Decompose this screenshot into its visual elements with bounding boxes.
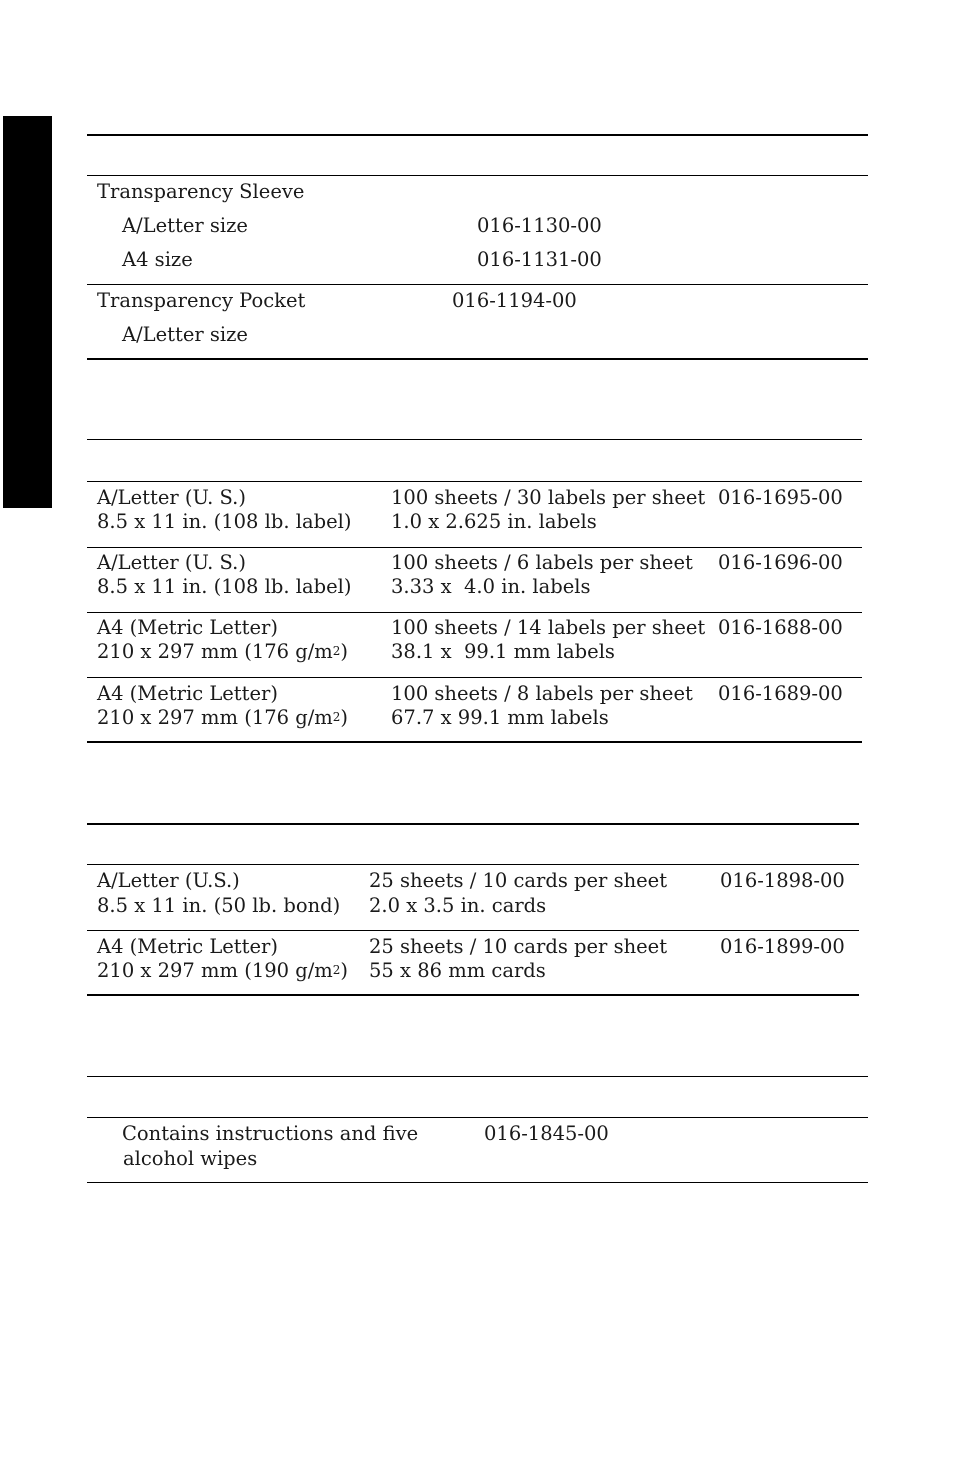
row-divider <box>87 284 868 285</box>
labels-part: 016-1689-00 <box>718 682 843 705</box>
table2-bottom-rule <box>87 741 862 743</box>
labels-size-line1: A4 (Metric Letter) <box>97 616 278 639</box>
labels-size-line1: A4 (Metric Letter) <box>97 682 278 705</box>
cards-size-line2: 8.5 x 11 in. (50 lb. bond) <box>97 894 341 917</box>
kit-part: 016-1845-00 <box>484 1122 609 1145</box>
cards-size-line1: A4 (Metric Letter) <box>97 935 278 958</box>
table1-top-rule <box>87 134 868 136</box>
table1-bottom-rule <box>87 358 868 360</box>
labels-part: 016-1696-00 <box>718 551 843 574</box>
table1-header-rule <box>87 175 868 176</box>
labels-desc-line1: 100 sheets / 8 labels per sheet <box>391 682 693 705</box>
labels-size-line2: 210 x 297 mm (176 $g/m^2$) <box>97 706 349 729</box>
labels-desc-line1: 100 sheets / 14 labels per sheet <box>391 616 706 639</box>
cards-desc-line2: 55 x 86 mm cards <box>369 959 546 982</box>
table2-top-rule <box>87 439 862 440</box>
row-divider <box>87 677 862 678</box>
sleeve-row-label: A4 size <box>122 248 193 271</box>
row-divider <box>87 612 862 613</box>
cards-size-line2: 210 x 297 mm (190 $g/m^2$) <box>97 959 349 982</box>
cards-part: 016-1899-00 <box>720 935 845 958</box>
table2-header-rule <box>87 481 862 482</box>
cards-desc-line2: 2.0 x 3.5 in. cards <box>369 894 547 917</box>
labels-desc-line2: 38.1 x 99.1 mm labels <box>391 640 615 663</box>
cards-size-line1: A/Letter (U.S.) <box>97 869 240 892</box>
section-thumb-tab <box>3 116 52 508</box>
table4-header-rule <box>87 1117 868 1118</box>
labels-size-line2: 8.5 x 11 in. (108 lb. label) <box>97 510 352 533</box>
labels-desc-line2: 67.7 x 99.1 mm labels <box>391 706 609 729</box>
sleeve-row-label: A/Letter size <box>122 214 248 237</box>
labels-size-line2: 210 x 297 mm (176 $g/m^2$) <box>97 640 349 663</box>
table3-header-rule <box>87 864 859 865</box>
sleeve-row-part: 016-1131-00 <box>477 248 602 271</box>
labels-desc-line1: 100 sheets / 6 labels per sheet <box>391 551 693 574</box>
kit-desc-line2: alcohol wipes <box>123 1147 258 1170</box>
pocket-part: 016-1194-00 <box>452 289 577 312</box>
sleeve-title: Transparency Sleeve <box>97 180 305 203</box>
labels-part: 016-1688-00 <box>718 616 843 639</box>
labels-part: 016-1695-00 <box>718 486 843 509</box>
labels-size-line1: A/Letter (U. S.) <box>97 486 246 509</box>
labels-desc-line2: 3.33 x 4.0 in. labels <box>391 575 591 598</box>
kit-desc-line1: Contains instructions and five <box>122 1122 419 1145</box>
row-divider <box>87 547 862 548</box>
cards-desc-line1: 25 sheets / 10 cards per sheet <box>369 869 668 892</box>
cards-part: 016-1898-00 <box>720 869 845 892</box>
row-divider <box>87 930 859 931</box>
labels-desc-line1: 100 sheets / 30 labels per sheet <box>391 486 706 509</box>
pocket-title: Transparency Pocket <box>97 289 306 312</box>
labels-desc-line2: 1.0 x 2.625 in. labels <box>391 510 597 533</box>
labels-size-line2: 8.5 x 11 in. (108 lb. label) <box>97 575 352 598</box>
table3-top-rule <box>87 823 859 825</box>
sleeve-row-part: 016-1130-00 <box>477 214 602 237</box>
table4-top-rule <box>87 1076 868 1077</box>
table3-bottom-rule <box>87 994 859 996</box>
labels-size-line1: A/Letter (U. S.) <box>97 551 246 574</box>
table4-bottom-rule <box>87 1182 868 1183</box>
cards-desc-line1: 25 sheets / 10 cards per sheet <box>369 935 668 958</box>
pocket-sub: A/Letter size <box>122 323 248 346</box>
